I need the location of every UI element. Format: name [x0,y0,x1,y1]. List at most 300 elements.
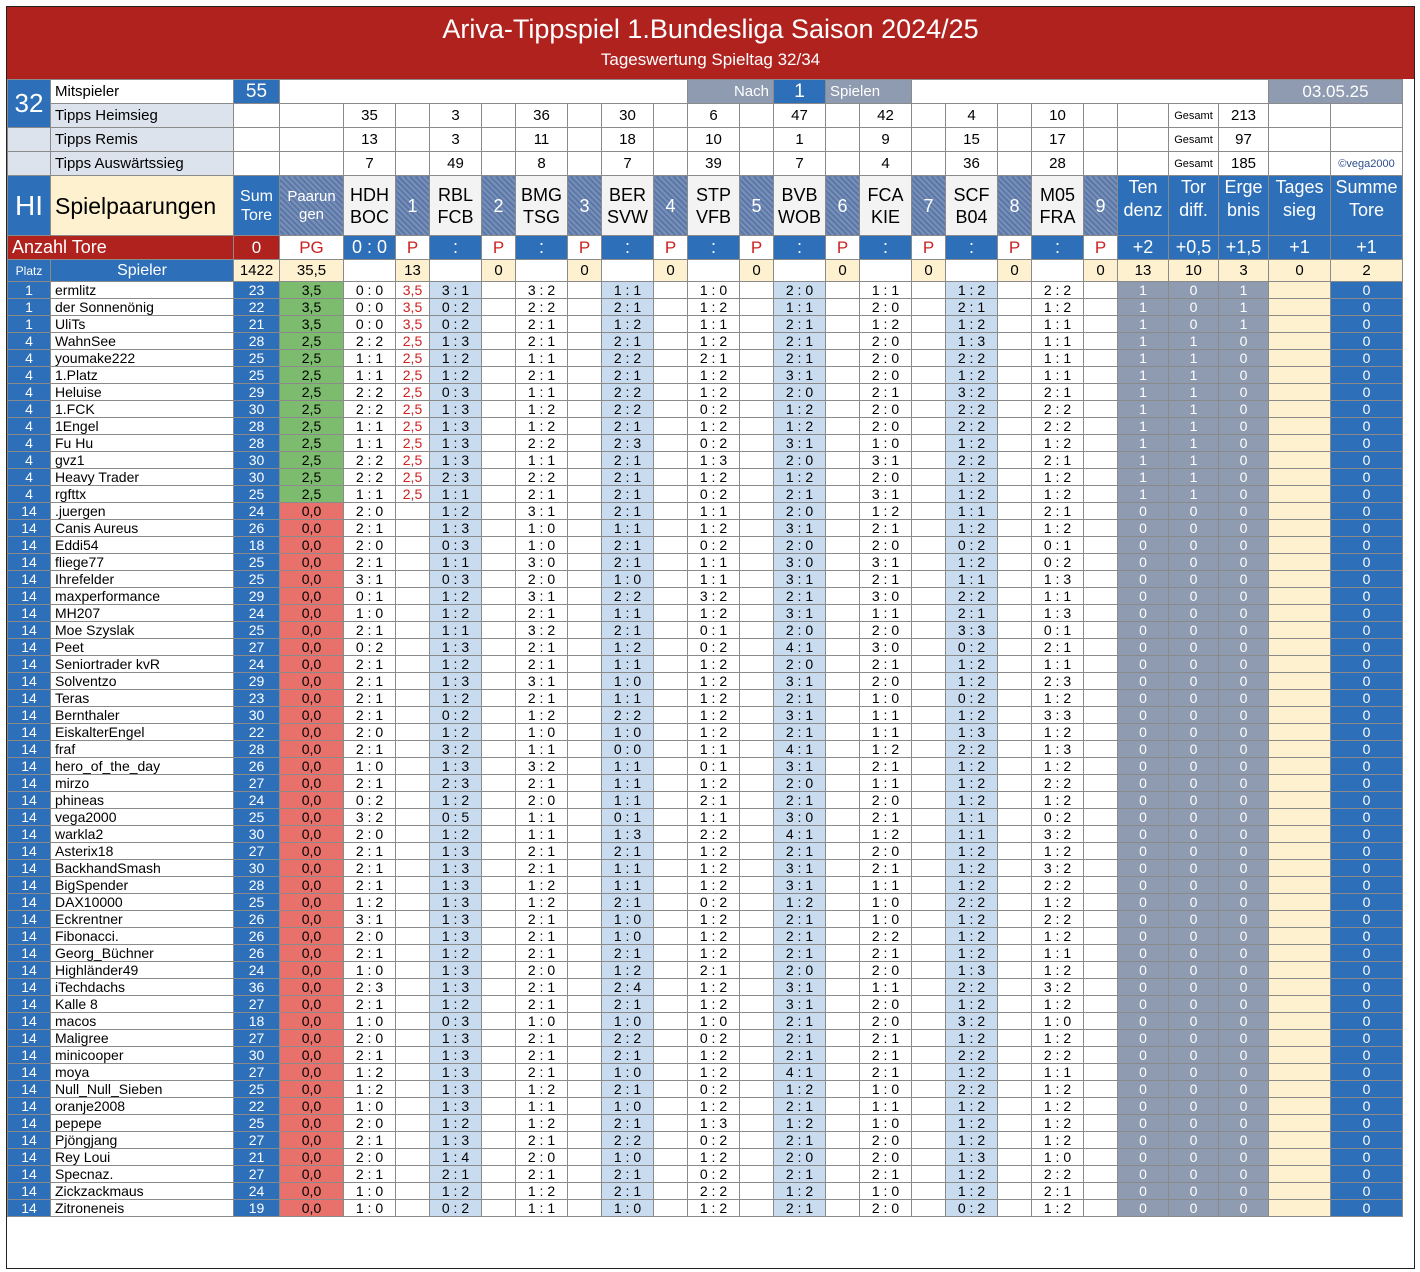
player-match-points [826,588,860,605]
player-tordiff: 0 [1169,843,1219,860]
remis-blank-a [234,128,280,152]
player-match-points [654,1098,688,1115]
player-tip: 1 : 2 [1032,962,1084,979]
tipps-remis-value: 18 [602,128,654,152]
tipps-heim-gap [654,104,688,128]
player-tagessieg [1269,622,1331,639]
player-match-points [654,486,688,503]
player-tip: 3 : 3 [1032,707,1084,724]
player-name: macos [51,1013,234,1030]
player-tip: 1 : 1 [688,503,740,520]
tipps-heim-value: 30 [602,104,654,128]
player-match-points [826,1064,860,1081]
player-tendenz: 0 [1118,758,1169,775]
player-tip: 2 : 0 [774,775,826,792]
player-match-points [740,928,774,945]
player-summe-tore: 0 [1331,1200,1403,1217]
player-tip: 1 : 0 [344,605,396,622]
table-row [8,962,1403,979]
player-tip: 1 : 0 [860,690,912,707]
match-number-1: 1 [396,176,430,236]
player-tip: 1 : 1 [430,486,482,503]
player-tip: 3 : 0 [860,588,912,605]
player-match-points [826,316,860,333]
player-ergebnis: 0 [1219,945,1269,962]
player-tordiff: 0 [1169,1183,1219,1200]
player-tip: 1 : 2 [430,826,482,843]
player-tip: 1 : 2 [688,1200,740,1217]
player-match-points [826,843,860,860]
player-tip: 3 : 1 [774,367,826,384]
table-row [8,316,1403,333]
player-match-points [396,1183,430,1200]
player-ergebnis: 0 [1219,826,1269,843]
player-summe-tore: 0 [1331,962,1403,979]
player-tip: 1 : 2 [946,486,998,503]
player-match-points [740,605,774,622]
player-match-points [998,996,1032,1013]
player-tip: 2 : 2 [602,401,654,418]
player-rank: 14 [8,1132,51,1149]
player-match-points [912,962,946,979]
player-match-points [568,605,602,622]
player-tip: 4 : 1 [774,1064,826,1081]
player-tip: 1 : 3 [430,639,482,656]
ergebnis-header-label: Erge bnis [1224,177,1263,220]
player-tip: 2 : 0 [344,1030,396,1047]
player-tip: 1 : 0 [602,673,654,690]
player-tip: 1 : 2 [688,1064,740,1081]
page-title: Ariva-Tippspiel 1.Bundesliga Saison 2024/25 [442,14,979,44]
player-tendenz: 0 [1118,639,1169,656]
player-match-points [998,1013,1032,1030]
player-tip: 2 : 2 [1032,418,1084,435]
player-name: 1.FCK [51,401,234,418]
player-match-points [1084,911,1118,928]
table-row [8,418,1403,435]
player-pg: 0,0 [280,1013,344,1030]
player-match-points [1084,1030,1118,1047]
player-summe-tore: 0 [1331,792,1403,809]
player-name: BigSpender [51,877,234,894]
player-tip: 2 : 0 [774,282,826,299]
player-name: Maligree [51,1030,234,1047]
table-row [8,605,1403,622]
player-pg: 2,5 [280,452,344,469]
player-tip: 2 : 2 [688,826,740,843]
match-home-team: BER [608,184,646,205]
player-tip: 1 : 3 [430,843,482,860]
player-match-points [998,333,1032,350]
player-tip: 2 : 1 [344,690,396,707]
player-sum-tore: 28 [234,741,280,758]
player-match-points [396,1047,430,1064]
player-tip: 2 : 2 [946,350,998,367]
player-tordiff: 0 [1169,605,1219,622]
player-match-points [396,724,430,741]
player-tendenz: 0 [1118,962,1169,979]
player-match-points [568,1047,602,1064]
player-tip: 1 : 1 [344,486,396,503]
player-match-points [482,503,516,520]
player-tip: 2 : 1 [602,486,654,503]
player-match-points [568,775,602,792]
player-ergebnis: 0 [1219,384,1269,401]
match-home-team: HDH [350,184,389,205]
player-tagessieg [1269,537,1331,554]
player-match-points [482,520,516,537]
player-pg: 0,0 [280,656,344,673]
player-match-points [1084,639,1118,656]
player-tendenz: 1 [1118,401,1169,418]
player-tip: 1 : 1 [688,554,740,571]
player-match-points [998,520,1032,537]
player-match-points [396,1081,430,1098]
player-tip: 1 : 2 [1032,520,1084,537]
player-summe-tore: 0 [1331,1047,1403,1064]
player-match-points [912,1200,946,1217]
player-ergebnis: 0 [1219,452,1269,469]
player-tip: 1 : 4 [430,1149,482,1166]
player-match-points [826,1047,860,1064]
player-name: Null_Null_Sieben [51,1081,234,1098]
player-match-points [1084,503,1118,520]
player-match-points [396,605,430,622]
player-sum-tore: 22 [234,1098,280,1115]
table-row [8,1064,1403,1081]
player-match-points [568,1200,602,1217]
tipps-remis-value: 13 [344,128,396,152]
player-match-points [1084,1098,1118,1115]
player-match-points [1084,792,1118,809]
player-match-points [482,486,516,503]
player-match-points [654,860,688,877]
player-name: rgfttx [51,486,234,503]
player-rank: 14 [8,639,51,656]
player-match-points [740,911,774,928]
player-tagessieg [1269,299,1331,316]
player-tagessieg [1269,1149,1331,1166]
player-tendenz: 1 [1118,282,1169,299]
player-tendenz: 0 [1118,554,1169,571]
match-away-team: B04 [955,206,988,227]
player-tagessieg [1269,401,1331,418]
player-tip: 1 : 2 [688,843,740,860]
player-match-points [912,792,946,809]
player-match-points [654,1166,688,1183]
player-tip: 3 : 2 [430,741,482,758]
player-tip: 2 : 1 [774,928,826,945]
player-tendenz: 1 [1118,299,1169,316]
match-number-3: 3 [568,176,602,236]
player-tip: 1 : 3 [602,826,654,843]
player-tip: 1 : 1 [1032,945,1084,962]
total-pg: 35,5 [280,260,344,282]
player-match-points [654,435,688,452]
player-summe-tore: 0 [1331,1081,1403,1098]
player-pg: 0,0 [280,860,344,877]
match-away-team: VFB [695,206,731,227]
player-tip: 1 : 0 [602,911,654,928]
player-match-points [396,792,430,809]
match-home-team: RBL [437,184,473,205]
player-summe-tore: 0 [1331,316,1403,333]
player-match-points [826,350,860,367]
player-tip: 1 : 1 [602,775,654,792]
player-match-points [568,1149,602,1166]
player-tip: 2 : 1 [344,656,396,673]
player-tip: 3 : 2 [516,758,568,775]
player-tip: 3 : 2 [688,588,740,605]
player-match-points [998,316,1032,333]
player-tip: 1 : 1 [1032,1064,1084,1081]
player-tip: 2 : 1 [774,1047,826,1064]
player-sum-tore: 30 [234,469,280,486]
player-tendenz: 0 [1118,843,1169,860]
player-tip: 2 : 0 [344,1115,396,1132]
player-match-points [396,775,430,792]
player-rank: 14 [8,962,51,979]
player-tip: 1 : 2 [946,1098,998,1115]
tipps-remis-value: 17 [1032,128,1084,152]
player-match-points [482,622,516,639]
player-match-points [912,316,946,333]
tipps-auswaerts-value: 36 [946,152,998,176]
player-tordiff: 1 [1169,367,1219,384]
sum-tore-header: Sum Tore [234,176,280,236]
remis-blank-d [1269,128,1331,152]
player-tip: 2 : 1 [516,656,568,673]
tagessieg-header-label: Tages sieg [1275,177,1324,220]
player-match-points [740,1115,774,1132]
player-tip: 2 : 1 [602,622,654,639]
player-tip: 2 : 0 [860,299,912,316]
player-match-points [482,758,516,775]
player-tagessieg [1269,945,1331,962]
player-tip: 2 : 2 [688,1183,740,1200]
player-tagessieg [1269,1115,1331,1132]
player-tip: 3 : 1 [774,673,826,690]
player-match-points [912,996,946,1013]
player-match-points: 2,5 [396,418,430,435]
player-tip: 2 : 1 [516,333,568,350]
player-tordiff: 1 [1169,333,1219,350]
player-sum-tore: 27 [234,775,280,792]
player-tip: 1 : 1 [860,979,912,996]
p-label: P [1084,236,1118,260]
player-name: iTechdachs [51,979,234,996]
player-match-points [998,894,1032,911]
player-match-points [482,1013,516,1030]
player-tip: 2 : 2 [602,588,654,605]
player-match-points [740,1047,774,1064]
player-tip: 1 : 2 [430,1183,482,1200]
tendenz-points: +2 [1118,236,1169,260]
player-match-points [396,656,430,673]
player-tagessieg [1269,656,1331,673]
player-tip: 1 : 0 [344,962,396,979]
total-sum: 1422 [234,260,280,282]
player-pg: 0,0 [280,741,344,758]
player-match-points [482,571,516,588]
tipps-auswaerts-value: 39 [688,152,740,176]
player-tip: 2 : 0 [860,1149,912,1166]
player-summe-tore: 0 [1331,333,1403,350]
player-name: minicooper [51,1047,234,1064]
player-tip: 1 : 2 [430,792,482,809]
player-match-points [912,911,946,928]
player-name: EiskalterEngel [51,724,234,741]
player-tip: 2 : 1 [344,554,396,571]
player-tagessieg [1269,469,1331,486]
player-tordiff: 0 [1169,724,1219,741]
player-pg: 0,0 [280,928,344,945]
player-tip: 2 : 1 [344,775,396,792]
player-summe-tore: 0 [1331,656,1403,673]
player-tip: 1 : 2 [516,401,568,418]
player-match-points [1084,996,1118,1013]
table-row [8,741,1403,758]
player-tip: 1 : 2 [602,962,654,979]
match-home-team: STP [695,184,731,205]
player-match-points [826,452,860,469]
player-name: Seniortrader kvR [51,656,234,673]
player-summe-tore: 0 [1331,1166,1403,1183]
player-tordiff: 0 [1169,622,1219,639]
player-pg: 0,0 [280,622,344,639]
player-tip: 2 : 0 [516,792,568,809]
player-name: 1Engel [51,418,234,435]
player-match-points [1084,1166,1118,1183]
player-name: Asterix18 [51,843,234,860]
player-match-points: 2,5 [396,486,430,503]
p-label: P [826,236,860,260]
player-match-points [482,418,516,435]
tipps-remis-value: 10 [688,128,740,152]
player-match-points [654,911,688,928]
date: 03.05.25 [1269,80,1403,104]
player-tip: 2 : 0 [774,384,826,401]
player-tendenz: 1 [1118,367,1169,384]
player-tagessieg [1269,962,1331,979]
player-tordiff: 0 [1169,1047,1219,1064]
player-ergebnis: 1 [1219,299,1269,316]
player-tordiff: 0 [1169,860,1219,877]
player-sum-tore: 23 [234,690,280,707]
player-match-points [912,554,946,571]
player-pg: 0,0 [280,979,344,996]
player-match-points [1084,316,1118,333]
player-ergebnis: 0 [1219,843,1269,860]
player-tip: 1 : 2 [946,520,998,537]
player-match-points [826,469,860,486]
player-tip: 2 : 0 [774,1149,826,1166]
player-tip: 0 : 2 [688,1081,740,1098]
player-match-points [740,316,774,333]
player-pg: 0,0 [280,962,344,979]
player-tip: 1 : 3 [430,401,482,418]
player-tagessieg [1269,1030,1331,1047]
player-tip: 2 : 1 [1032,384,1084,401]
total-match-points: 0 [740,260,774,282]
player-summe-tore: 0 [1331,1013,1403,1030]
player-tip: 0 : 2 [688,639,740,656]
info-spacer-2 [912,80,1269,104]
player-tip: 2 : 0 [344,826,396,843]
player-tip: 1 : 1 [688,809,740,826]
player-pg: 2,5 [280,384,344,401]
player-ergebnis: 0 [1219,1132,1269,1149]
player-tip: 1 : 2 [516,877,568,894]
player-match-points [568,452,602,469]
player-tagessieg [1269,826,1331,843]
player-match-points [654,418,688,435]
tordiff-header-label: Tor diff. [1179,177,1208,220]
player-name: Canis Aureus [51,520,234,537]
player-tip: 2 : 1 [860,758,912,775]
player-tip: 1 : 1 [860,775,912,792]
player-match-points [826,1081,860,1098]
player-name: mirzo [51,775,234,792]
tordiff-header [1169,176,1219,236]
player-pg: 2,5 [280,367,344,384]
player-match-points [998,911,1032,928]
player-tip: 2 : 1 [516,367,568,384]
player-tagessieg [1269,1081,1331,1098]
player-tip: 2 : 1 [516,996,568,1013]
player-match-points [740,758,774,775]
player-tip: 3 : 0 [774,809,826,826]
player-match-points [998,384,1032,401]
player-ergebnis: 0 [1219,741,1269,758]
player-tip: 1 : 0 [344,1013,396,1030]
player-tip: 2 : 0 [860,673,912,690]
player-match-points [826,724,860,741]
player-match-points [396,707,430,724]
player-tip: 1 : 2 [1032,299,1084,316]
player-ergebnis: 0 [1219,1030,1269,1047]
player-match-points [740,452,774,469]
player-ergebnis: 0 [1219,639,1269,656]
player-tip: 2 : 1 [602,1183,654,1200]
player-tip: 1 : 2 [430,588,482,605]
player-tip: 1 : 1 [602,282,654,299]
player-tip: 4 : 1 [774,826,826,843]
player-name: gvz1 [51,452,234,469]
player-tip: 2 : 1 [602,503,654,520]
player-tip: 3 : 1 [774,860,826,877]
player-ergebnis: 1 [1219,282,1269,299]
player-tip: 2 : 1 [602,469,654,486]
player-match-points [826,1200,860,1217]
player-tip: 1 : 1 [860,605,912,622]
player-tip: 1 : 1 [602,605,654,622]
player-match-points [654,1200,688,1217]
player-tip: 1 : 2 [1032,690,1084,707]
player-match-points [912,1166,946,1183]
player-match-points [568,622,602,639]
player-name: MH207 [51,605,234,622]
player-tordiff: 0 [1169,741,1219,758]
player-tip: 1 : 2 [946,554,998,571]
player-tip: 3 : 1 [774,435,826,452]
actual-result-6: : [774,236,826,260]
player-tip: 2 : 2 [1032,282,1084,299]
player-name: .juergen [51,503,234,520]
player-match-points [396,1030,430,1047]
total-ergebnis: 3 [1219,260,1269,282]
player-rank: 14 [8,741,51,758]
